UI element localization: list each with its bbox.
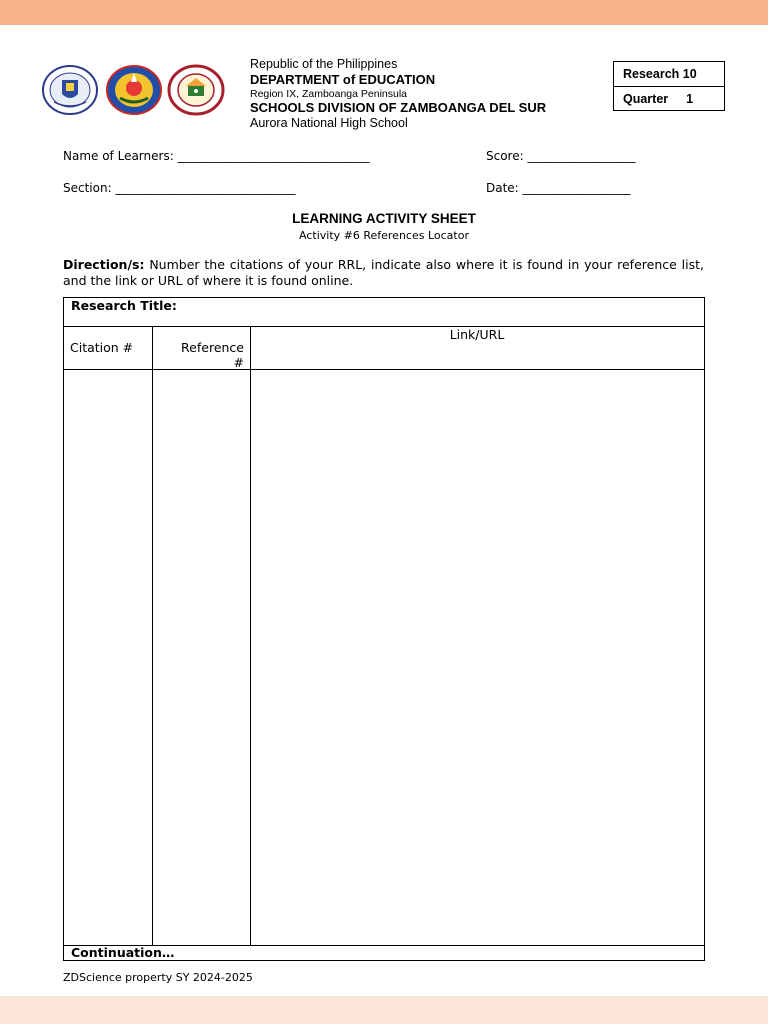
column-divider (250, 327, 251, 946)
subject-label: Research 10 (614, 62, 724, 87)
republic-label: Republic of the Philippines (250, 57, 398, 71)
learners-name-field[interactable]: Name of Learners: ________________________________ (63, 149, 370, 163)
direction-text: Number the citations of your RRL, indicate also where it is found in your reference list, and the link or URL of where it is found online. (63, 257, 704, 288)
quarter-label: Quarter (623, 92, 669, 106)
link-column-header: Link/URL (449, 327, 505, 342)
school-seal-logo (166, 64, 226, 116)
deped-division-seal-logo (104, 64, 164, 116)
sheet-subtitle: Activity #6 References Locator (299, 229, 469, 242)
school-label: Aurora National High School (250, 115, 408, 130)
footer-property-note: ZDScience property SY 2024-2025 (63, 971, 253, 984)
header-block (250, 57, 600, 131)
subject-quarter-box (613, 61, 725, 111)
reference-column-header-line1: Reference (181, 340, 244, 355)
sheet-title: LEARNING ACTIVITY SHEET (292, 211, 476, 226)
research-title-label: Research Title: (71, 298, 177, 313)
top-color-band (0, 0, 768, 25)
score-field[interactable]: Score: __________________ (486, 149, 636, 163)
reference-column-header-line2: # (233, 355, 244, 370)
section-field[interactable]: Section: ______________________________ (63, 181, 296, 195)
directions-paragraph (63, 257, 704, 289)
bottom-color-band (0, 996, 768, 1024)
direction-label: Direction/s: (63, 257, 145, 272)
citation-column-header: Citation # (70, 340, 134, 355)
quarter-value: 1 (686, 92, 694, 106)
continuation-row (64, 945, 704, 960)
continuation-label: Continuation… (71, 945, 175, 960)
division-label: SCHOOLS DIVISION OF ZAMBOANGA DEL SUR (250, 100, 547, 116)
research-title-row[interactable] (64, 298, 704, 327)
references-table (63, 297, 705, 961)
region-label: Region IX, Zamboanga Peninsula (250, 87, 408, 100)
deped-seal-logo (40, 64, 100, 116)
column-divider (152, 327, 153, 946)
quarter-row (614, 87, 724, 111)
date-field[interactable]: Date: __________________ (486, 181, 631, 195)
department-label: DEPARTMENT of EDUCATION (250, 72, 436, 87)
